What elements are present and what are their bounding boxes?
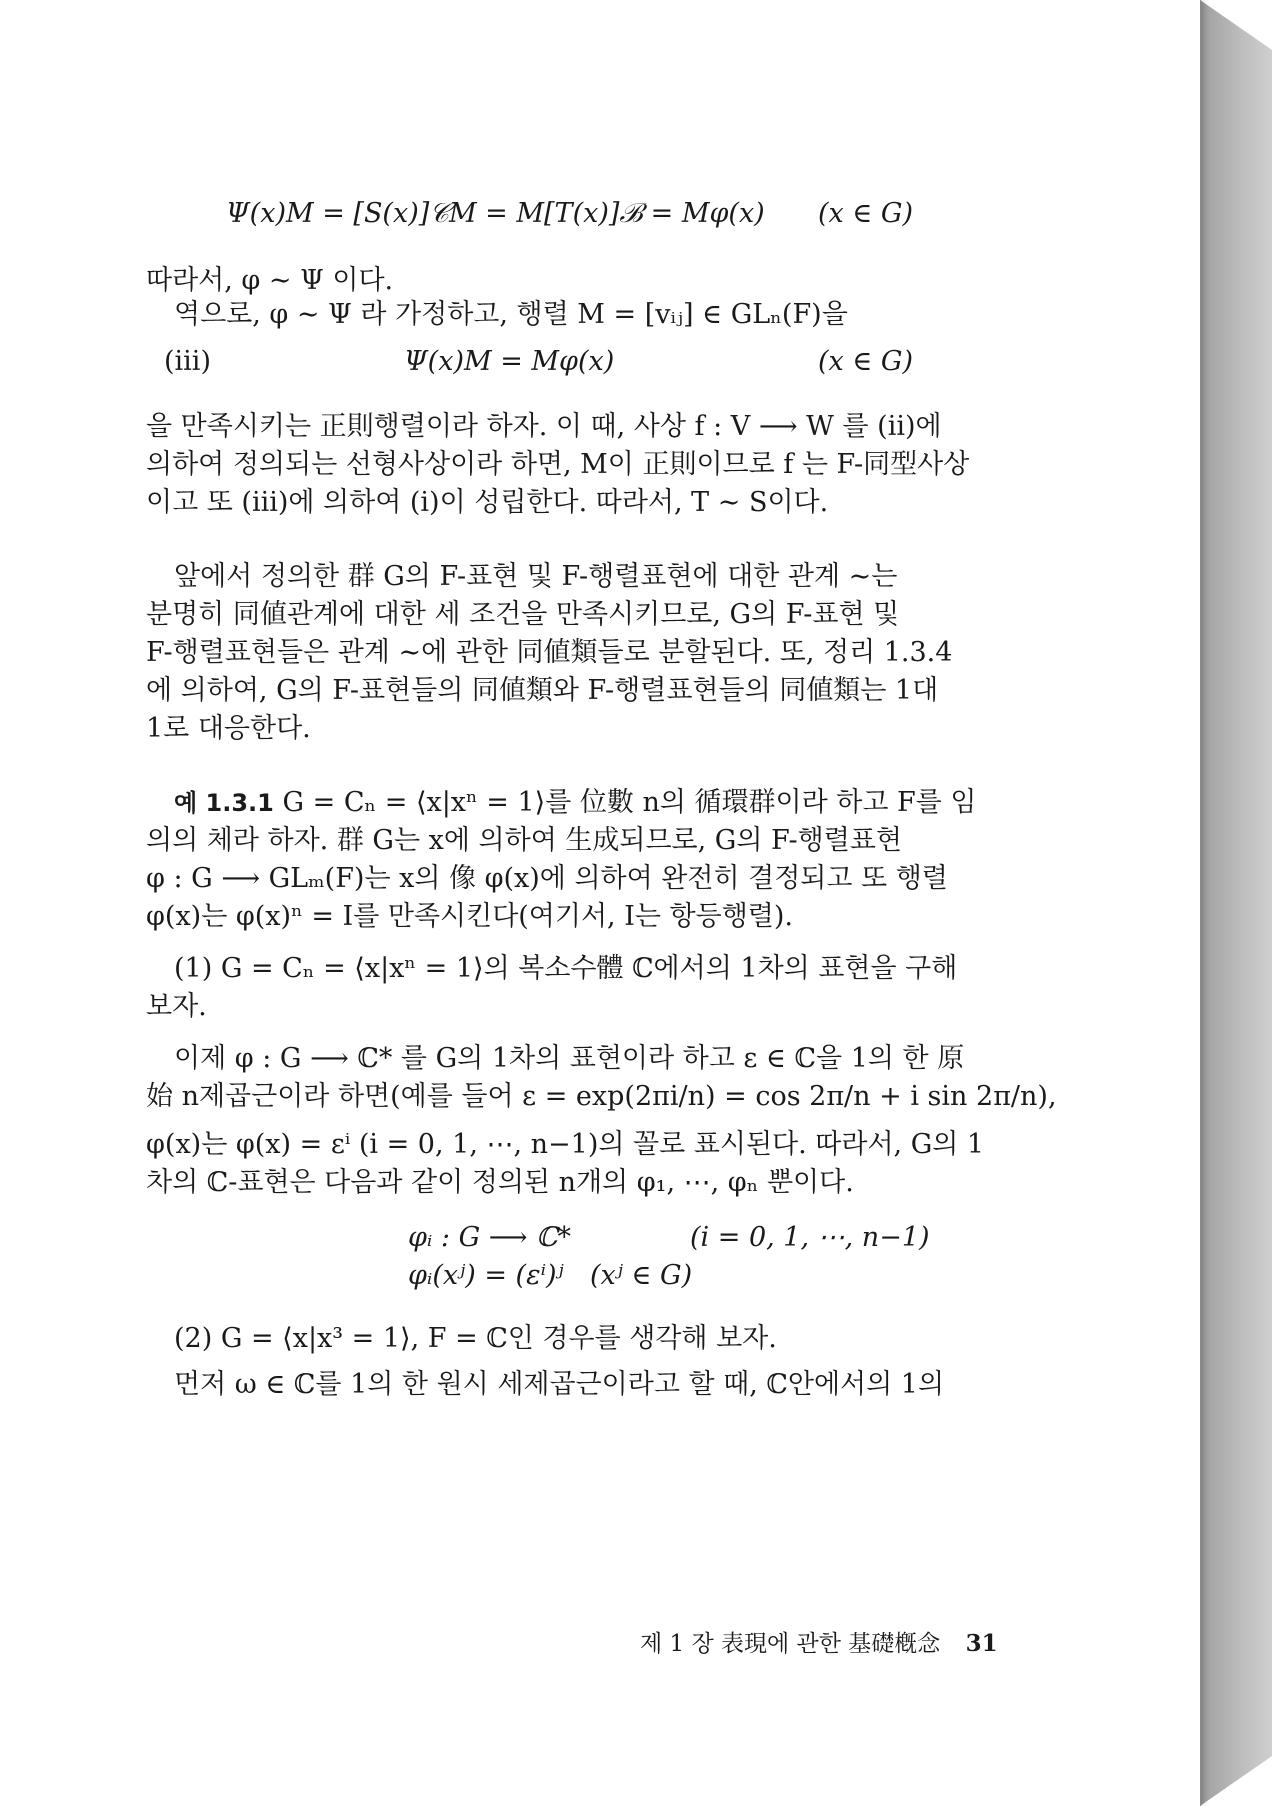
example-line2: 의의 체라 하자. 群 G는 x에 의하여 生成되므로, G의 F-행렬표현 <box>146 825 902 856</box>
page-number: 31 <box>965 1630 998 1657</box>
para4-line2: 始 n제곱근이라 하면(예를 들어 ε = exp(2πi/n) = cos 2π/n + i sin 2π/n), <box>146 1081 1057 1112</box>
example-line4: φ(x)는 φ(x)ⁿ = I를 만족시킨다(여기서, I는 항등행렬). <box>146 901 793 932</box>
equation-top: Ψ(x)M = [S(x)]𝒞M = M[T(x)]ℬ = Mφ(x) <box>226 198 765 229</box>
para2-line1: 을 만족시키는 正則행렬이라 하자. 이 때, 사상 f : V ⟶ W 를 (ii)에 <box>146 411 942 442</box>
para3-line4: 에 의하여, G의 F-표현들의 同値類와 F-행렬표현들의 同値類는 1대 <box>146 675 939 706</box>
para1-line1: 따라서, φ ∼ Ψ 이다. <box>146 265 394 296</box>
equation-phi-line1-condition: (i = 0, 1, ⋯, n−1) <box>690 1222 930 1253</box>
part1-line1: (1) G = Cₙ = ⟨x|xⁿ = 1⟩의 복소수體 ℂ에서의 1차의 표현을 구해 <box>174 953 958 984</box>
part1-line2: 보자. <box>146 991 207 1022</box>
equation-phi-line1: φᵢ : G ⟶ ℂ* <box>408 1222 572 1253</box>
page-footer <box>640 1625 998 1658</box>
example-line3: φ : G ⟶ GLₘ(F)는 x의 像 φ(x)에 의하여 완전히 결정되고 또 행렬 <box>146 863 948 894</box>
para4-line4: 차의 ℂ-표현은 다음과 같이 정의된 n개의 φ₁, ⋯, φₙ 뿐이다. <box>146 1167 854 1198</box>
para4-line1: 이제 φ : G ⟶ ℂ* 를 G의 1차의 표현이라 하고 ε ∈ ℂ을 1의 한 原 <box>174 1043 965 1074</box>
equation-iii: Ψ(x)M = Mφ(x) <box>404 346 615 377</box>
para4-line3: φ(x)는 φ(x) = εⁱ (i = 0, 1, ⋯, n−1)의 꼴로 표시된다. 따라서, G의 1 <box>146 1129 985 1160</box>
equation-phi-line2-condition: (xʲ ∈ G) <box>590 1260 693 1291</box>
book-spine <box>1200 0 1272 1806</box>
part2-line1: (2) G = ⟨x|x³ = 1⟩, F = ℂ인 경우를 생각해 보자. <box>174 1323 777 1354</box>
para2-line2: 의하여 정의되는 선형사상이라 하면, M이 正則이므로 f 는 F-同型사상 <box>146 449 970 480</box>
example-label: 예 1.3.1 <box>174 789 274 817</box>
equation-phi-line2: φᵢ(xʲ) = (εⁱ)ʲ <box>408 1260 564 1291</box>
para3-line1: 앞에서 정의한 群 G의 F-표현 및 F-행렬표현에 대한 관계 ∼는 <box>174 561 898 592</box>
para3-line5: 1로 대응한다. <box>146 713 311 744</box>
para2-line3: 이고 또 (iii)에 의하여 (i)이 성립한다. 따라서, T ∼ S이다. <box>146 487 829 518</box>
para3-line2: 분명히 同値관계에 대한 세 조건을 만족시키므로, G의 F-표현 및 <box>146 599 900 630</box>
equation-iii-condition: (x ∈ G) <box>818 346 914 377</box>
para5-line1: 먼저 ω ∈ ℂ를 1의 한 원시 세제곱근이라고 할 때, ℂ안에서의 1의 <box>174 1369 945 1400</box>
para1-line2: 역으로, φ ∼ Ψ 라 가정하고, 행렬 M = [vᵢⱼ] ∈ GLₙ(F)을 <box>174 299 848 330</box>
example-line1 <box>146 780 1036 819</box>
chapter-title: 제 1 장 表現에 관한 基礎槪念 <box>640 1631 941 1657</box>
equation-iii-label: (iii) <box>164 346 211 377</box>
para3-line3: F-행렬표현들은 관계 ∼에 관한 同値類들로 분할된다. 또, 정리 1.3.4 <box>146 637 953 668</box>
example-line1-text: G = Cₙ = ⟨x|xⁿ = 1⟩를 位數 n의 循環群이라 하고 F를 임 <box>282 787 977 818</box>
equation-top-condition: (x ∈ G) <box>818 198 914 229</box>
